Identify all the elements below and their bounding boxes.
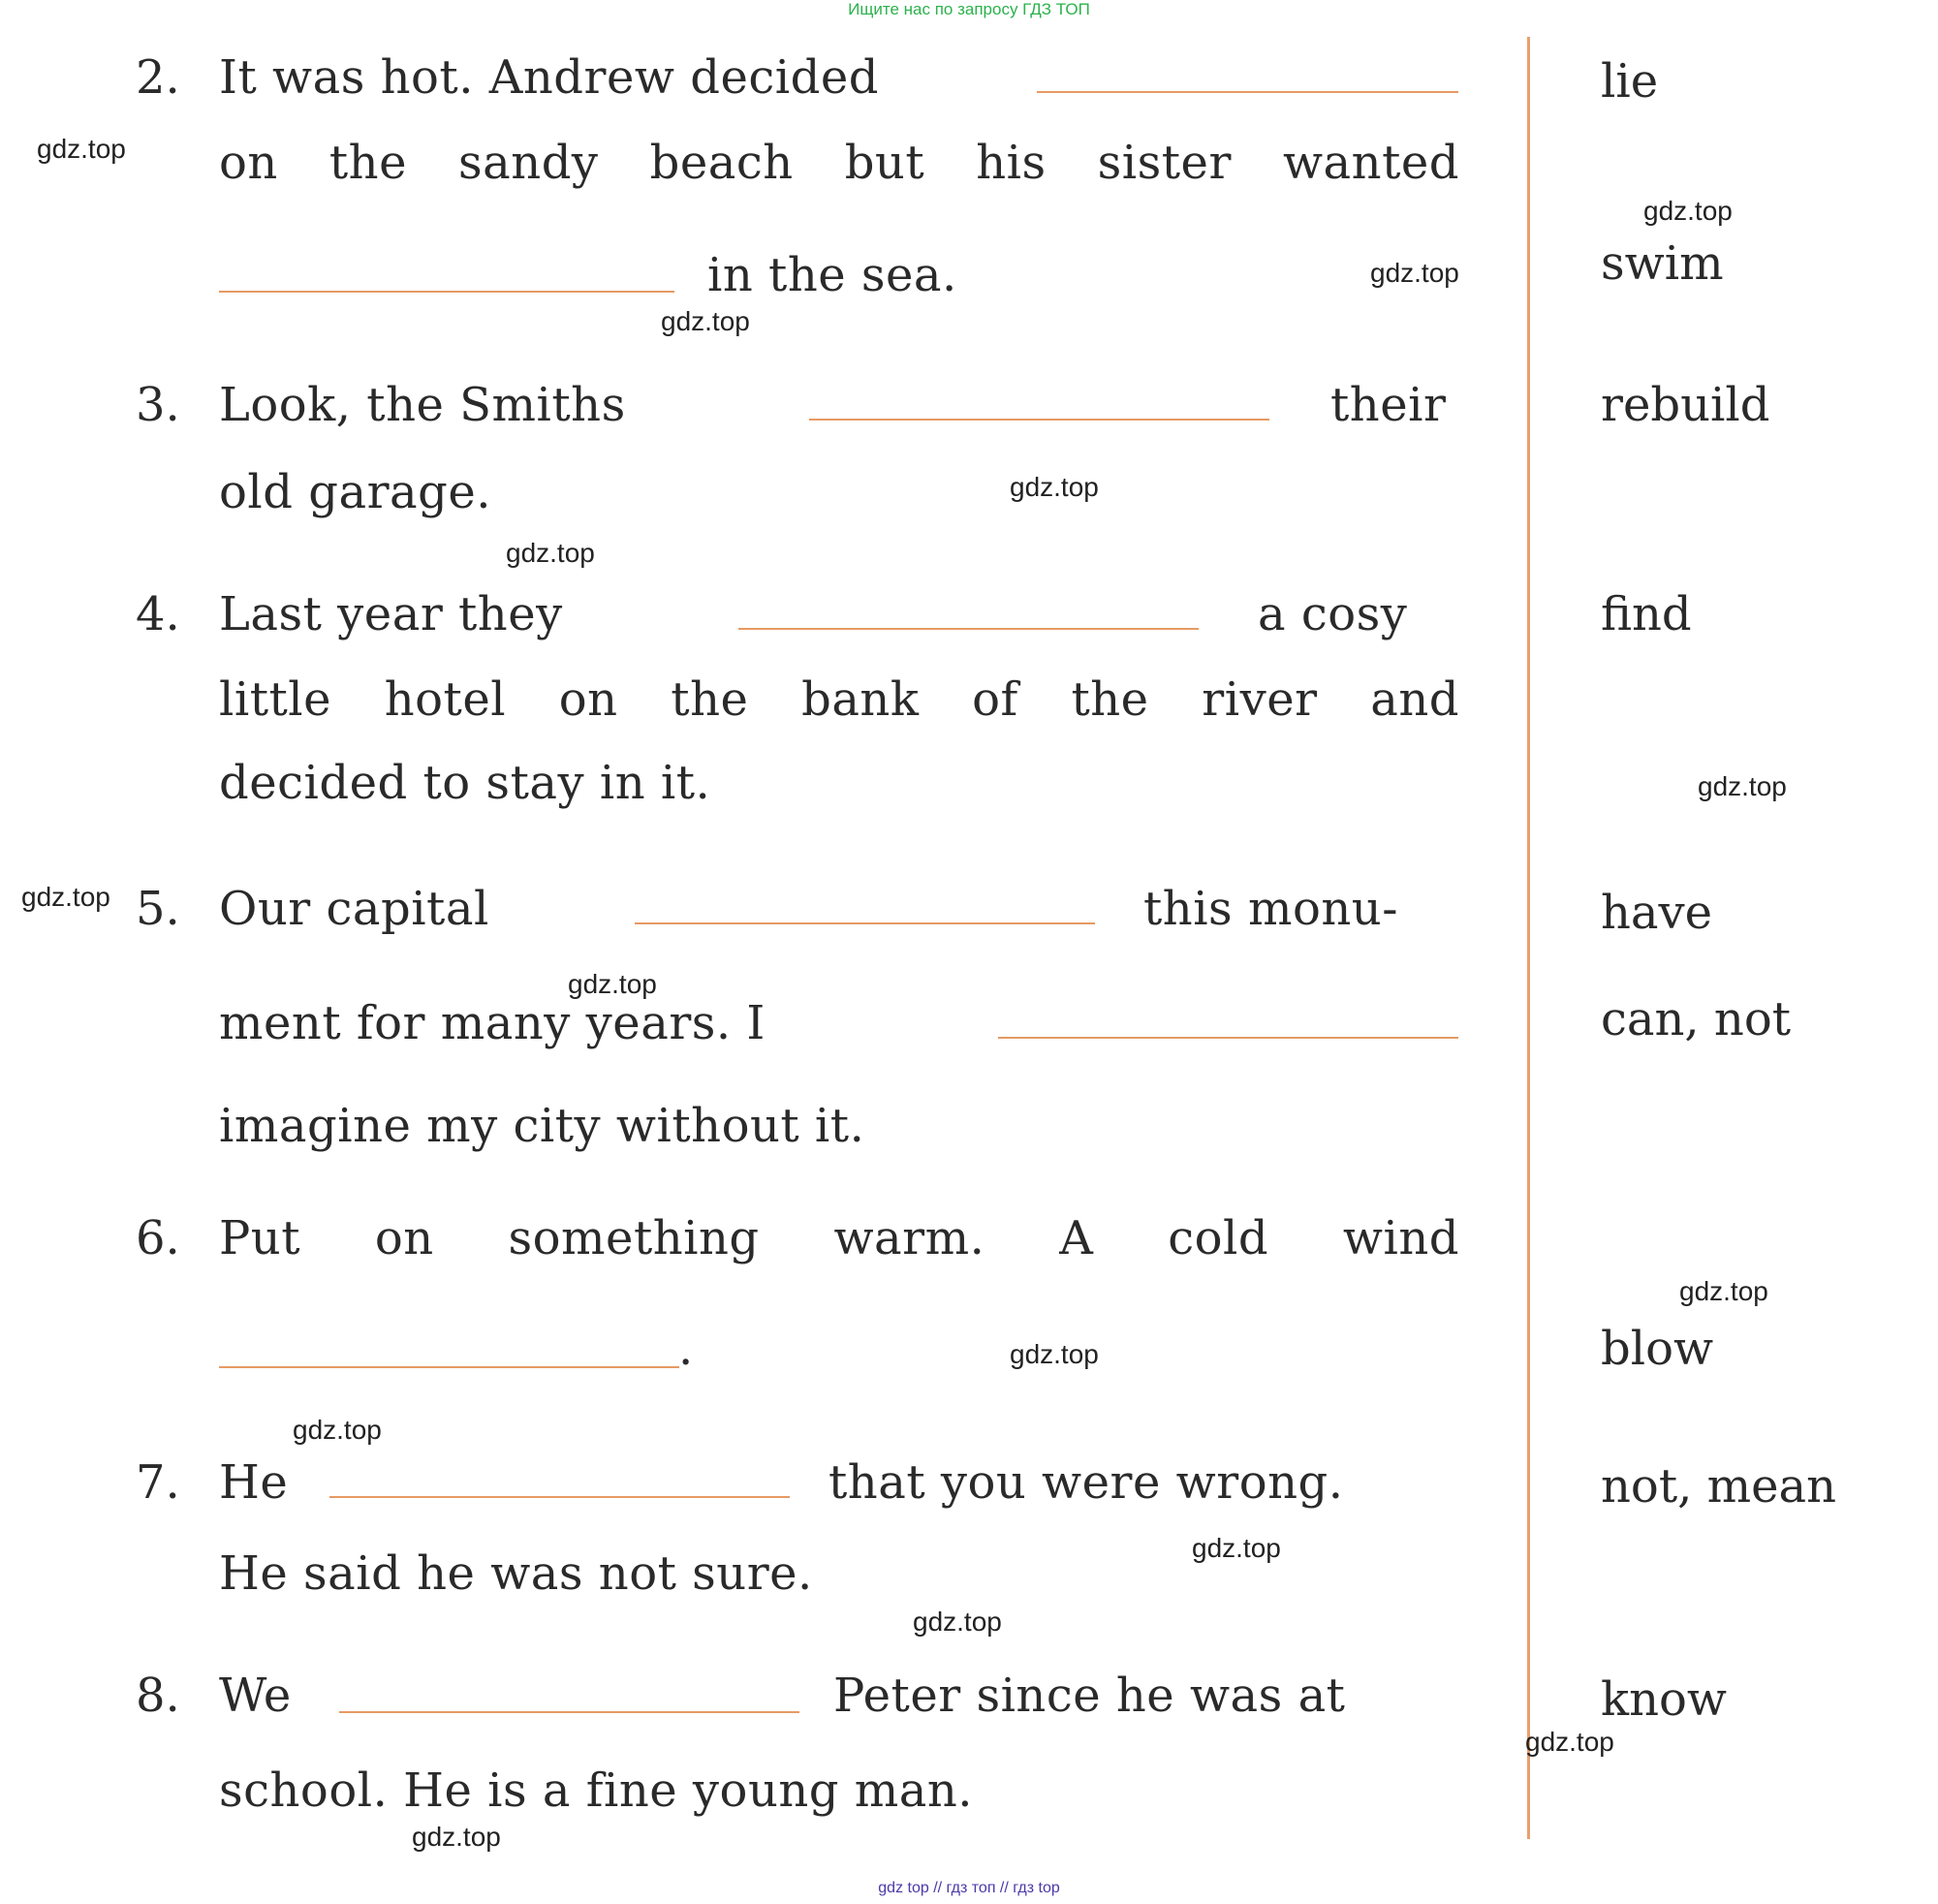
exercise-number: 5. — [136, 882, 180, 936]
watermark: gdz.top — [37, 134, 126, 164]
answer-blank[interactable] — [809, 419, 1269, 421]
verb-hint: not, mean — [1601, 1459, 1837, 1514]
watermark: gdz.top — [913, 1607, 1002, 1637]
exercise-number: 6. — [136, 1211, 180, 1265]
exercise-line: He said he was not sure. — [219, 1546, 813, 1601]
answer-blank[interactable] — [329, 1496, 790, 1498]
watermark: gdz.top — [1192, 1533, 1281, 1563]
exercise-line: that you were wrong. — [828, 1455, 1344, 1510]
watermark: gdz.top — [661, 306, 750, 336]
watermark: gdz.top — [21, 882, 110, 912]
watermark: gdz.top — [1010, 1339, 1099, 1369]
exercise-line: We — [219, 1669, 292, 1723]
exercise-line: their — [1330, 378, 1447, 432]
exercise-line: Our capital — [219, 882, 489, 936]
exercise-line: on the sandy beach but his sister wanted — [219, 136, 1459, 190]
exercise-line: decided to stay in it. — [219, 756, 711, 810]
verb-hint: find — [1601, 587, 1692, 641]
watermark: gdz.top — [568, 969, 657, 999]
watermark: gdz.top — [1643, 196, 1733, 226]
exercise-line: He — [219, 1455, 289, 1510]
verb-hint: know — [1601, 1672, 1727, 1727]
verb-hint: blow — [1601, 1322, 1714, 1376]
exercise-line: imagine my city without it. — [219, 1099, 865, 1153]
answer-blank[interactable] — [339, 1711, 799, 1713]
exercise-line: in the sea. — [707, 248, 957, 302]
exercise-number: 8. — [136, 1669, 180, 1723]
exercise-number: 2. — [136, 50, 180, 105]
exercise-line: Look, the Smiths — [219, 378, 626, 432]
exercise-line: little hotel on the bank of the river and — [219, 672, 1459, 727]
bottom-banner[interactable]: gdz top // гдз топ // гдз top — [878, 1880, 1060, 1896]
watermark: gdz.top — [1525, 1727, 1614, 1757]
answer-blank[interactable] — [219, 291, 674, 293]
answer-blank[interactable] — [998, 1037, 1458, 1039]
verb-hint: can, not — [1601, 992, 1792, 1046]
exercise-line: school. He is a fine young man. — [219, 1764, 974, 1818]
exercise-line: Put on something warm. A cold wind — [219, 1211, 1459, 1265]
exercise-line: Peter since he was at — [833, 1669, 1346, 1723]
verb-hint: have — [1601, 886, 1713, 940]
exercise-line: It was hot. Andrew decided — [219, 50, 879, 105]
watermark: gdz.top — [1010, 472, 1099, 502]
watermark: gdz.top — [1370, 258, 1459, 288]
verb-hint: rebuild — [1601, 378, 1770, 432]
exercise-number: 4. — [136, 587, 180, 641]
answer-blank[interactable] — [1037, 91, 1458, 93]
verb-hint: lie — [1601, 54, 1659, 109]
column-divider — [1527, 37, 1530, 1839]
watermark: gdz.top — [1698, 771, 1787, 801]
answer-blank[interactable] — [219, 1366, 679, 1368]
top-banner[interactable]: Ищите нас по запросу ГДЗ ТОП — [848, 0, 1090, 18]
exercise-number: 7. — [136, 1455, 180, 1510]
answer-blank[interactable] — [738, 628, 1199, 630]
watermark: gdz.top — [506, 538, 595, 568]
exercise-line: ment for many years. I — [219, 996, 766, 1050]
answer-blank[interactable] — [635, 922, 1095, 924]
watermark: gdz.top — [412, 1822, 501, 1852]
exercise-line: Last year they — [219, 587, 563, 641]
exercise-line: this monu- — [1143, 882, 1398, 936]
exercise-number: 3. — [136, 378, 180, 432]
exercise-line: a cosy — [1258, 587, 1408, 641]
exercise-line: . — [678, 1322, 694, 1376]
exercise-line: old garage. — [219, 465, 492, 519]
watermark: gdz.top — [1679, 1276, 1768, 1306]
verb-hint: swim — [1601, 236, 1724, 291]
watermark: gdz.top — [293, 1415, 382, 1445]
